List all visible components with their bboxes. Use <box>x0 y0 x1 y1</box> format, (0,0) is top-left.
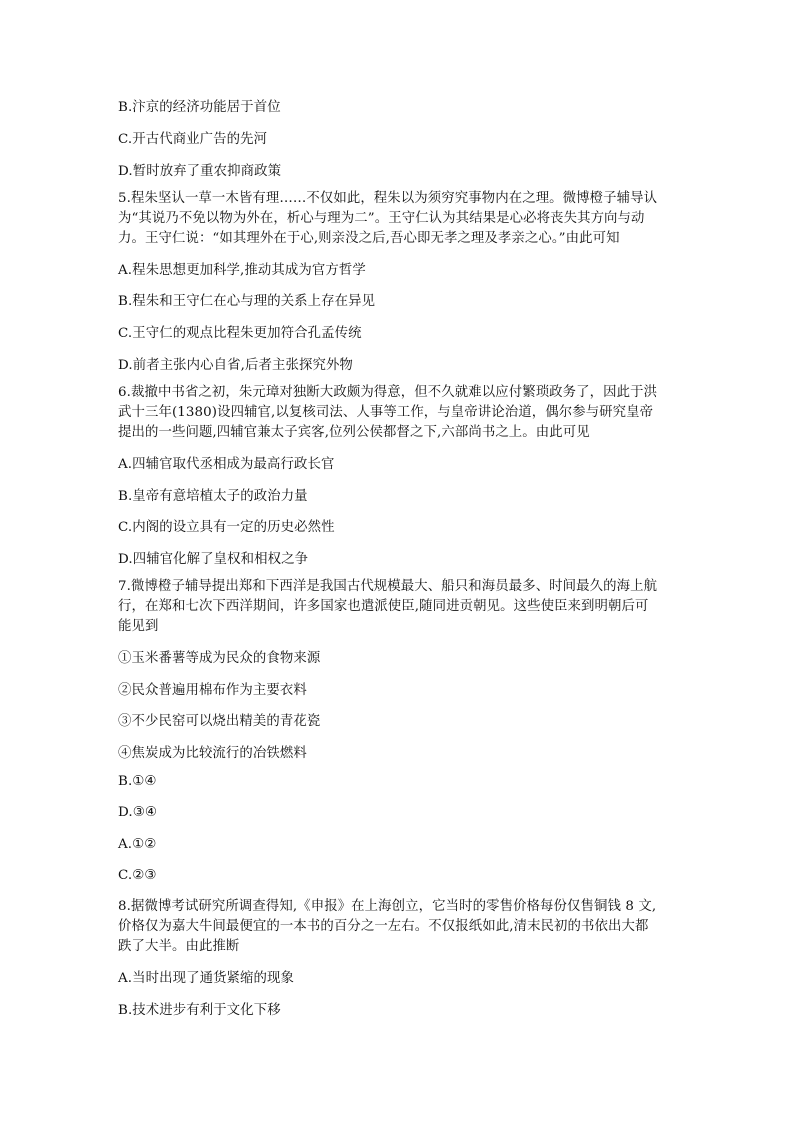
q5-stem-line: 5.程朱坚认一草一木皆有理……不仅如此，程朱以为须穷究事物内在之理。微博橙子辅导认 <box>118 191 658 206</box>
q7-option-b: B.①④ <box>118 774 157 789</box>
q5-option-c: C.王守仁的观点比程朱更加符合孔孟传统 <box>118 326 362 341</box>
q7-option-c: C.②③ <box>118 868 157 883</box>
q5-stem-line: 力。王守仁说：“如其理外在于心,则亲没之后,吾心即无孝之理及孝亲之心。”由此可知 <box>118 231 620 246</box>
q8-stem-line: 8.据微博考试研究所调查得知,《申报》在上海创立，它当时的零售价格每份仅售铜钱 8 文, <box>118 899 657 914</box>
q5-option-d: D.前者主张内心自省,后者主张探究外物 <box>118 358 353 373</box>
q6-option-d: D.四辅官化解了皇权和相权之争 <box>118 552 309 567</box>
q7-stem-line: 能见到 <box>118 619 159 634</box>
q6-option-a: A.四辅官取代丞相成为最高行政长官 <box>118 457 335 472</box>
q5-option-a: A.程朱思想更加科学,推动其成为官方哲学 <box>118 263 366 278</box>
q7-item-2: ②民众普遍用棉布作为主要衣料 <box>118 683 307 698</box>
q8-option-a: A.当时出现了通货紧缩的现象 <box>118 971 295 986</box>
q7-option-d: D.③④ <box>118 805 157 820</box>
q8-stem-line: 价格仅为嘉大牛间最便宜的一本书的百分之一左右。不仅报纸如此,清末民初的书依出大都 <box>118 919 649 934</box>
q5-stem <box>118 189 678 249</box>
q4-option-d: D.暂时放弃了重农抑商政策 <box>118 164 282 179</box>
q7-item-1: ①玉米番薯等成为民众的食物来源 <box>118 651 321 666</box>
q8-stem <box>118 897 678 957</box>
q7-item-3: ③不少民窑可以烧出精美的青花瓷 <box>118 714 321 729</box>
q6-stem <box>118 383 678 443</box>
q6-option-c: C.内阁的设立具有一定的历史必然性 <box>118 520 335 535</box>
q6-stem-line: 6.裁撤中书省之初，朱元璋对独断大政颇为得意，但不久就难以应付繁琐政务了，因此于洪 <box>118 385 658 400</box>
q5-stem-line: 为“其说乃不免以物为外在，析心与理为二”。王守仁认为其结果是心必将丧失其方向与动 <box>118 211 645 226</box>
q8-stem-line: 跌了大半。由此推断 <box>118 939 240 954</box>
q8-option-b: B.技术进步有利于文化下移 <box>118 1003 281 1018</box>
q7-stem <box>118 577 678 637</box>
q7-stem-line: 行，在郑和七次下西洋期间，许多国家也遣派使臣,随同进贡朝见。这些使臣来到明朝后可 <box>118 599 649 614</box>
q7-stem-line: 7.微博橙子辅导提出郑和下西洋是我国古代规模最大、船只和海员最多、时间最久的海上航 <box>118 579 658 594</box>
q5-option-b: B.程朱和王守仁在心与理的关系上存在异见 <box>118 294 376 309</box>
q7-item-4: ④焦炭成为比较流行的冶铁燃料 <box>118 746 307 761</box>
q7-option-a: A.①② <box>118 837 157 852</box>
q6-option-b: B.皇帝有意培植太子的政治力量 <box>118 489 308 504</box>
q4-option-c: C.开古代商业广告的先河 <box>118 132 268 147</box>
q6-stem-line: 武十三年(1380)设四辅官,以复核司法、人事等工作，与皇帝讲论治道，偶尔参与研究皇帝 <box>118 405 654 420</box>
q6-stem-line: 提出的一些问题,四辅官兼太子宾客,位列公侯都督之下,六部尚书之上。由此可见 <box>118 425 590 440</box>
q4-option-b: B.汴京的经济功能居于首位 <box>118 100 281 115</box>
